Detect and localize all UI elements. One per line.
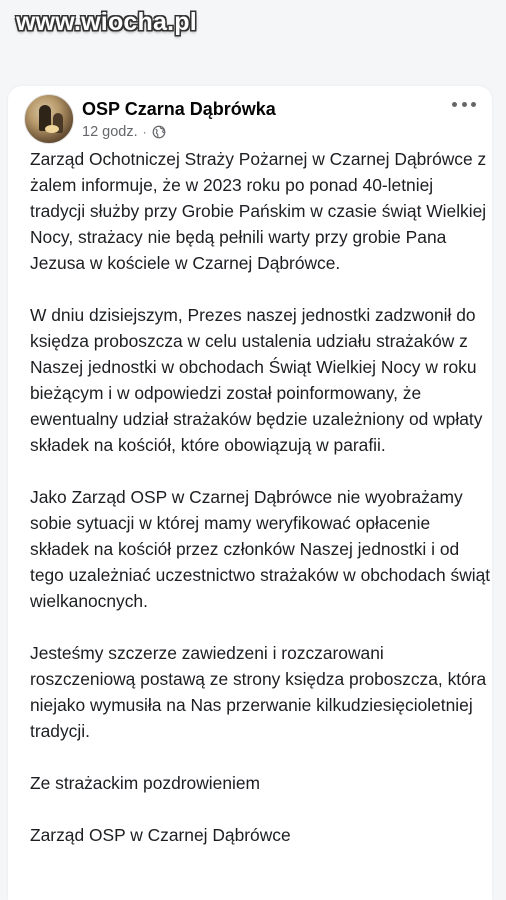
post-paragraph: Zarząd OSP w Czarnej Dąbrówce <box>30 825 291 845</box>
post-paragraph: W dniu dzisiejszym, Prezes naszej jednostki zadzwonił do księdza proboszcza w celu ustalenia udziału strażaków z Naszej jednostki w obchodach Świąt Wielkiej Nocy w roku bieżącym i w odpowiedzi został poinformowany, że ewentualny udział strażaków będzie uzależniony od wpłaty składek na kościół, które obowiązują w parafii. <box>30 305 483 455</box>
more-options-icon[interactable] <box>452 96 476 112</box>
post-meta <box>82 124 166 140</box>
post-paragraph: Zarząd Ochotniczej Straży Pożarnej w Czarnej Dąbrówce z żalem informuje, że w 2023 roku po ponad 40-letniej tradycji służby przy Grobie Pańskim w czasie świąt Wielkiej Nocy, strażacy nie będą pełnili warty przy grobie Pana Jezusa w kościele w Czarnej Dąbrówce. <box>30 149 487 273</box>
globe-icon <box>152 125 166 139</box>
page-name-link[interactable]: OSP Czarna Dąbrówka <box>82 99 276 119</box>
page-avatar[interactable] <box>24 94 74 144</box>
post-card <box>8 86 492 900</box>
post-timestamp[interactable]: 12 godz. <box>82 124 138 140</box>
avatar-light <box>45 125 59 133</box>
site-watermark: www.wiocha.pl <box>16 8 197 36</box>
post-paragraph: Jesteśmy szczerze zawiedzeni i rozczarowani roszczeniową postawą ze strony księdza proboszcza, która niejako wymusiła na Nas przerwanie kilkudziesięcioletniej tradycji. <box>30 643 487 741</box>
post-paragraph: Jako Zarząd OSP w Czarnej Dąbrówce nie wyobrażamy sobie sytuacji w której mamy weryfikować opłacenie składek na kościół przez członków Naszej jednostki i od tego uzależniać uczestnictwo strażaków w obchodach świąt wielkanocnych. <box>30 487 491 611</box>
post-paragraph: Ze strażackim pozdrowieniem <box>30 773 261 793</box>
meta-separator: · <box>142 125 147 139</box>
more-dot <box>452 102 457 107</box>
post-text <box>30 146 492 874</box>
more-dot <box>471 102 476 107</box>
more-dot <box>462 102 467 107</box>
